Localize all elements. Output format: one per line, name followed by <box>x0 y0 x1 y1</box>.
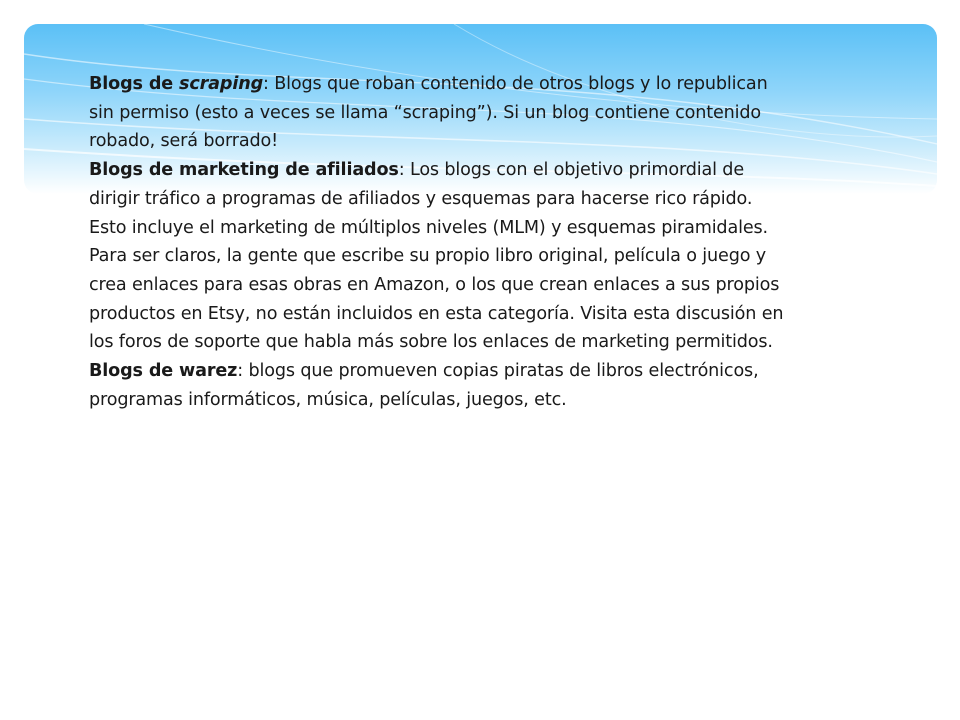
paragraph-scraping-blogs <box>89 70 789 156</box>
term-prefix: Blogs de <box>89 74 180 94</box>
term-affiliate-blogs: Blogs de marketing de afiliados <box>89 160 399 181</box>
paragraph-body: : blogs que promueven copias piratas de libros electrónicos, programas informáticos, música, películas, juegos, etc. <box>89 361 759 410</box>
paragraph-affiliate-blogs <box>89 156 789 357</box>
paragraph-warez-blogs <box>89 357 789 414</box>
term-scraping-blogs <box>89 74 263 94</box>
term-warez-blogs: Blogs de warez <box>89 361 238 382</box>
term-italic: scraping <box>179 74 264 94</box>
body-text <box>89 70 789 414</box>
paragraph-body: : Blogs que roban contenido de otros blogs y lo republican sin permiso (esto a veces se llama “scraping”). Si un blog contiene contenido robado, será borrado! <box>89 74 768 152</box>
paragraph-body: : Los blogs con el objetivo primordial de dirigir tráfico a programas de afiliados y esquemas para hacerse rico rápido. Esto incluye el marketing de múltiplos niveles (MLM) y esquemas piramidales. Para ser claros, la gente que escribe su propio libro original, película o juego y crea enlaces para esas obras en Amazon, o los que crean enlaces a sus propios productos en Etsy, no están incluidos en esta categoría. Visita esta discusión en los foros de soporte que habla más sobre los enlaces de marketing permitidos. <box>89 160 784 353</box>
